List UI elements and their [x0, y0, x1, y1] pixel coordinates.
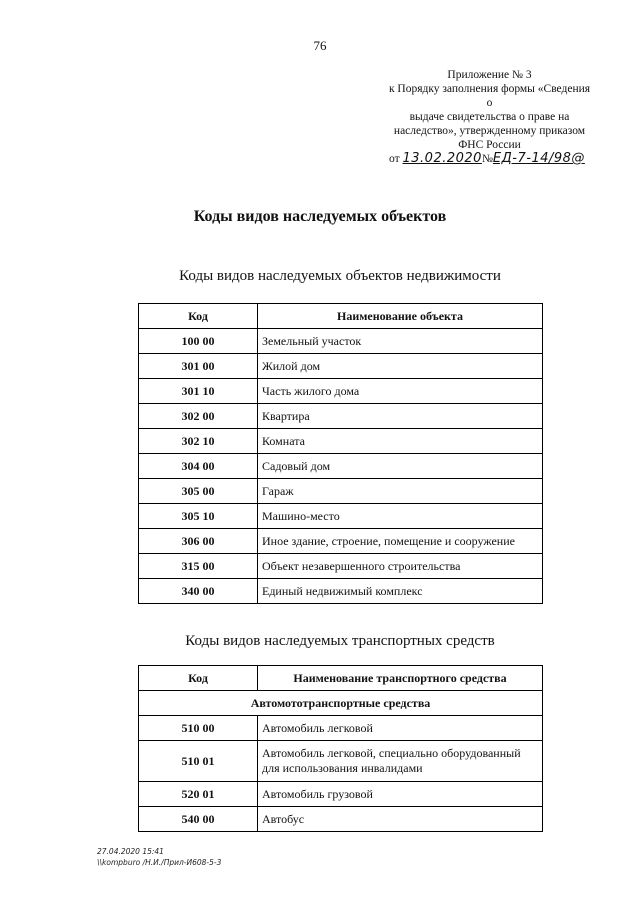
document-title: Коды видов наследуемых объектов [193, 208, 447, 225]
table-row [139, 329, 543, 354]
table-row [139, 716, 543, 741]
table-row [139, 741, 543, 782]
transport-section-title: Коды видов наследуемых транспортных средств [185, 633, 495, 649]
header-name: Наименование объекта [258, 304, 543, 329]
row-name: Автомобиль грузовой [258, 782, 543, 807]
row-code: 302 10 [139, 429, 258, 454]
group-label: Автомототранспортные средства [139, 691, 543, 716]
appendix-line: к Порядку заполнения формы «Сведения о [388, 83, 591, 109]
row-name: Комната [258, 429, 543, 454]
transport-table [138, 665, 543, 832]
row-name: Гараж [258, 479, 543, 504]
row-name: Часть жилого дома [258, 379, 543, 404]
table-group-row [139, 691, 543, 716]
table-row [139, 379, 543, 404]
row-code: 540 00 [139, 807, 258, 832]
row-name: Автобус [258, 807, 543, 832]
row-name: Иное здание, строение, помещение и сооружение [258, 529, 543, 554]
table-row [139, 579, 543, 604]
table-row [139, 529, 543, 554]
table-header-row [139, 666, 543, 691]
order-date: 13.02.2020 [402, 151, 482, 166]
row-code: 510 00 [139, 716, 258, 741]
header-code: Код [139, 666, 258, 691]
table-row [139, 782, 543, 807]
row-name: Садовый дом [258, 454, 543, 479]
row-name: Единый недвижимый комплекс [258, 579, 543, 604]
table-row [139, 429, 543, 454]
row-name: Объект незавершенного строительства [258, 554, 543, 579]
row-code: 301 10 [139, 379, 258, 404]
row-code: 305 00 [139, 479, 258, 504]
order-line [389, 152, 592, 166]
header-code: Код [139, 304, 258, 329]
table-row [139, 479, 543, 504]
row-code: 340 00 [139, 579, 258, 604]
appendix-line: выдаче свидетельства о праве на [409, 111, 570, 123]
row-code: 306 00 [139, 529, 258, 554]
row-code: 301 00 [139, 354, 258, 379]
table-row [139, 354, 543, 379]
row-code: 302 00 [139, 404, 258, 429]
header-name: Наименование транспортного средства [258, 666, 543, 691]
appendix-block [387, 68, 592, 166]
footer-path: \\kompburo /Н.И./Прил-И608-5-3 [97, 858, 222, 867]
row-name: Машино-место [258, 504, 543, 529]
footer-stamp [97, 846, 221, 868]
realty-section-title: Коды видов наследуемых объектов недвижимости [179, 268, 501, 284]
page-number: 76 [313, 38, 327, 53]
order-prefix: от [389, 153, 400, 165]
row-code: 304 00 [139, 454, 258, 479]
appendix-line: наследство», утвержденному приказом [393, 125, 586, 137]
row-code: 520 01 [139, 782, 258, 807]
appendix-line: ФНС России [458, 139, 521, 151]
row-name: Земельный участок [258, 329, 543, 354]
realty-table [138, 303, 543, 604]
order-number-sign: № [481, 153, 493, 165]
row-name: Автомобиль легковой [258, 716, 543, 741]
row-name: Автомобиль легковой, специально оборудованный для использования инвалидами [258, 741, 543, 782]
row-name: Жилой дом [258, 354, 543, 379]
row-code: 305 10 [139, 504, 258, 529]
table-row [139, 504, 543, 529]
appendix-line: Приложение № 3 [447, 69, 532, 81]
table-row [139, 404, 543, 429]
row-code: 510 01 [139, 741, 258, 782]
row-code: 100 00 [139, 329, 258, 354]
row-name: Квартира [258, 404, 543, 429]
table-row [139, 454, 543, 479]
table-header-row [139, 304, 543, 329]
table-row [139, 554, 543, 579]
footer-timestamp: 27.04.2020 15:41 [97, 847, 164, 856]
row-code: 315 00 [139, 554, 258, 579]
table-row [139, 807, 543, 832]
order-number: ЕД-7-14/98@ [492, 151, 585, 166]
